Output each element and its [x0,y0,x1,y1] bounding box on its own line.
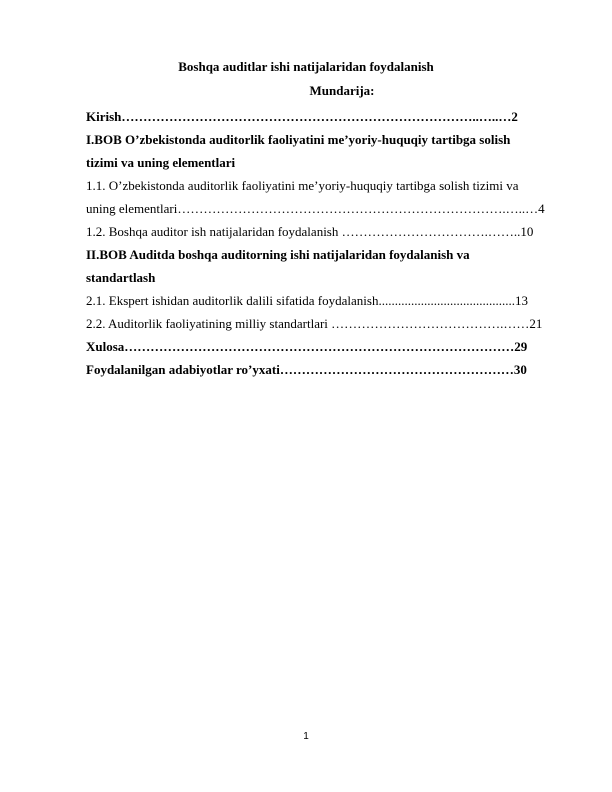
toc-entry-chapter-2-line-2: standartlash [86,270,156,285]
toc-entry-kirish: Kirish………………………………………………………………………..…..…2 [86,109,518,124]
toc-entry-1-1-line-2: uning elementlari………………………………………………………………….…..…4 [86,201,545,216]
toc-entry-adabiyotlar: Foydalanilgan adabiyotlar ro’yxati………………………………………………30 [86,362,527,377]
table-of-contents [86,105,570,381]
toc-entry-chapter-1-line-1: I.BOB O’zbekistonda auditorlik faoliyatini me’yoriy-huquqiy tartibga solish [86,132,511,147]
toc-entry-2-2: 2.2. Auditorlik faoliyatining milliy standartlari ………………………………….……21 [86,316,543,331]
page-number: 1 [303,731,309,742]
toc-heading: Mundarija: [309,83,375,98]
toc-entry-xulosa: Xulosa………………………………………………………………………………29 [86,339,528,354]
toc-entry-1-1-line-1: 1.1. O’zbekistonda auditorlik faoliyatini me’yoriy-huquqiy tartibga solish tizimi va [86,178,519,193]
toc-entry-chapter-1-line-2: tizimi va uning elementlari [86,155,236,170]
document-title: Boshqa auditlar ishi natijalaridan foydalanish [178,59,434,74]
toc-entry-chapter-2-line-1: II.BOB Auditda boshqa auditorning ishi natijalaridan foydalanish va [86,247,470,262]
toc-entry-1-2: 1.2. Boshqa auditor ish natijalaridan foydalanish …………………………….……..10 [86,224,534,239]
toc-entry-2-1: 2.1. Ekspert ishidan auditorlik dalili sifatida foydalanish..........................................13 [86,293,528,308]
